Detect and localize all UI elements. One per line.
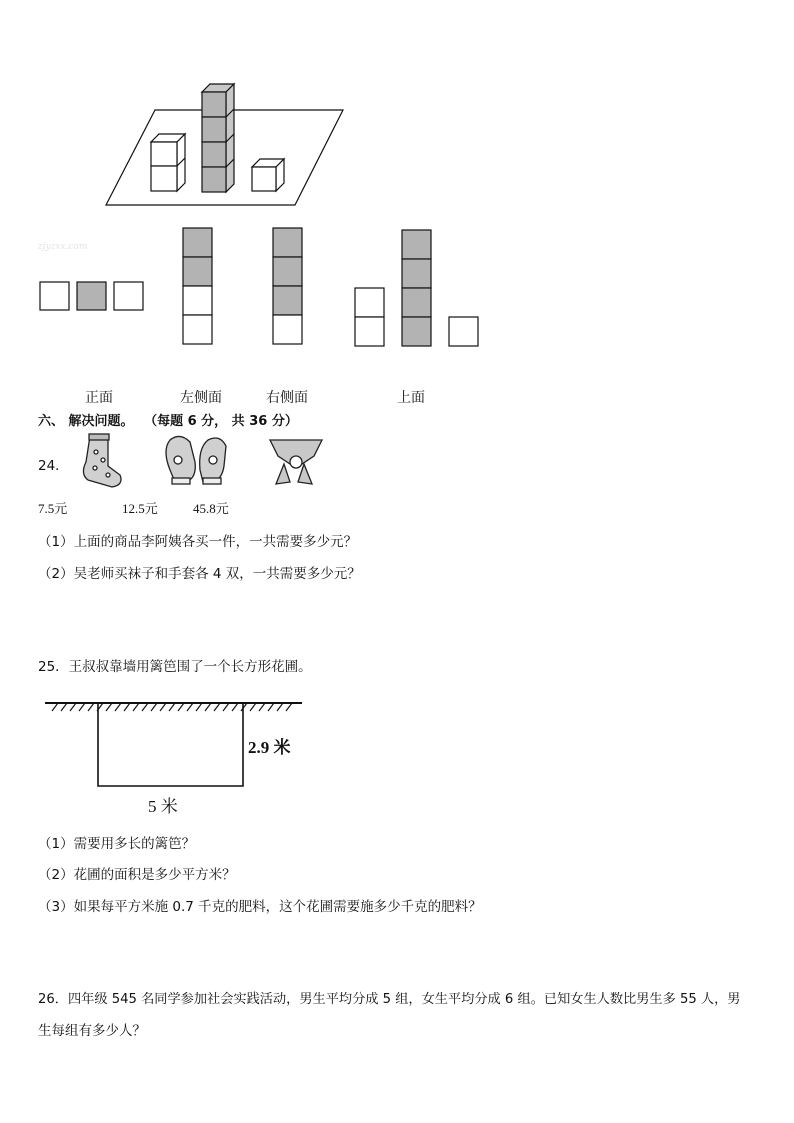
- label-right-view: 右侧面: [266, 390, 308, 406]
- wall-hatch-mark: [259, 703, 265, 711]
- wall-hatch-mark: [52, 703, 58, 711]
- watermark: zjyzxx.com: [38, 242, 88, 252]
- wall-hatch-mark: [70, 703, 76, 711]
- wall-hatch-mark: [286, 703, 292, 711]
- wall-hatch-mark: [142, 703, 148, 711]
- q26-line1: 26．四年级 545 名同学参加社会实践活动，男生平均分成 5 组，女生平均分成 6 组。已知女生人数比男生多 55 人，男: [38, 992, 741, 1007]
- wall-hatch-mark: [61, 703, 67, 711]
- q25-sub3: （3）如果每平方米施 0.7 千克的肥料，这个花圃需要施多少千克的肥料？: [38, 899, 482, 915]
- label-front-view: 正面: [85, 390, 113, 406]
- price-sock: 7.5元: [38, 501, 68, 516]
- q25-sub1: （1）需要用多长的篱笆？: [38, 836, 196, 852]
- wall-hatch-mark: [277, 703, 283, 711]
- wall-hatch-mark: [250, 703, 256, 711]
- wall-hatch-mark: [151, 703, 157, 711]
- wall-hatch-mark: [205, 703, 211, 711]
- q25-text: 25．王叔叔靠墙用篱笆围了一个长方形花圃。: [38, 659, 312, 675]
- q24-number: 24．: [38, 458, 69, 474]
- wall-hatch-mark: [169, 703, 175, 711]
- garden-length-label: 5 米: [148, 797, 178, 816]
- q24-sub1: （1）上面的商品李阿姨各买一件，一共需要多少元？: [38, 534, 358, 550]
- wall-hatch-mark: [187, 703, 193, 711]
- wall-hatch-mark: [160, 703, 166, 711]
- garden-width-label: 2.9 米: [248, 738, 291, 757]
- q25-sub2: （2）花圃的面积是多少平方米？: [38, 867, 236, 883]
- price-scarf: 45.8元: [193, 501, 229, 516]
- label-top-view: 上面: [397, 390, 425, 406]
- q24-sub2: （2）吴老师买袜子和手套各 4 双，一共需要多少元？: [38, 566, 361, 582]
- section-title: 六、 解决问题。: [38, 414, 134, 429]
- wall-hatch-mark: [133, 703, 139, 711]
- wall-hatch-mark: [196, 703, 202, 711]
- wall-hatch-mark: [88, 703, 94, 711]
- q26-line2: 生每组有多少人？: [38, 1023, 146, 1039]
- wall-hatch-mark: [232, 703, 238, 711]
- wall-hatch-mark: [223, 703, 229, 711]
- wall-hatch-mark: [79, 703, 85, 711]
- wall-hatch-mark: [214, 703, 220, 711]
- section-score: （每题 6 分， 共 36 分）: [144, 414, 298, 429]
- label-left-view: 左侧面: [180, 390, 222, 406]
- wall-hatch-mark: [124, 703, 130, 711]
- wall-hatch-mark: [241, 703, 247, 711]
- price-mittens: 12.5元: [122, 501, 158, 516]
- wall-hatch-mark: [115, 703, 121, 711]
- wall-hatch-mark: [178, 703, 184, 711]
- wall-hatch-mark: [268, 703, 274, 711]
- wall-hatch-mark: [106, 703, 112, 711]
